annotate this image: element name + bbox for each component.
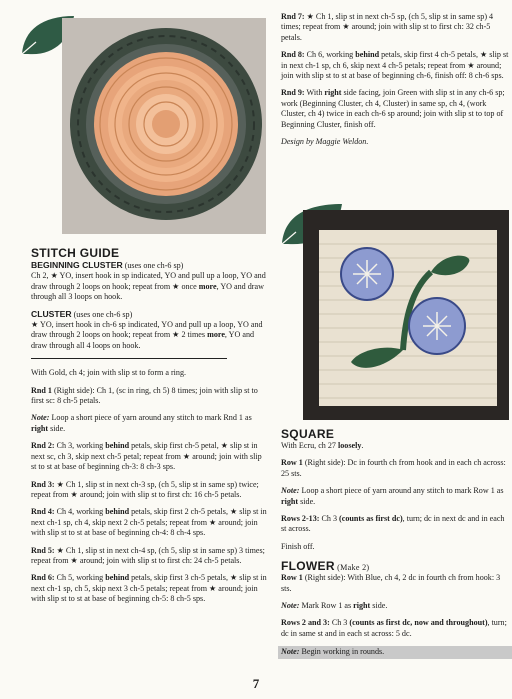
- rnd-3: Rnd 3: ★ Ch 1, slip st in next ch-3 sp, (ch 5, slip st in same sp) twice; repeat from ★ around; join with slip st to first ch: 16 ch-5 petals.: [31, 479, 259, 499]
- divider: [31, 358, 227, 359]
- cluster-definition: CLUSTER (uses one ch-6 sp) ★ YO, insert hook in ch-6 sp indicated, YO and pull up a loop, YO and draw through 2 loops on hook; repeat from ★ 2 times more, YO and draw through all 4 loops on hook.: [31, 308, 263, 350]
- flower-title: FLOWER (Make 2): [281, 559, 370, 574]
- square-finish: Finish off.: [281, 541, 315, 551]
- design-credit: Design by Maggie Weldon.: [281, 137, 369, 147]
- photo-pattern-9: [62, 18, 266, 234]
- right-column-top: [281, 12, 509, 146]
- intro-text: With Gold, ch 4; join with slip st to form a ring.: [31, 368, 187, 378]
- rnd-9: Rnd 9: With right side facing, join Green with slip st in any ch-6 sp; work (Beginning Cluster, ch 4, Cluster) in same sp, ch 4, (work Cluster, ch 4) twice in each ch-6 sp around; join with slip st to top of Beginning Cluster, finish off.: [281, 88, 505, 129]
- rnd-1: Rnd 1 (Right side): Ch 1, (sc in ring, ch 5) 8 times; join with slip st to first sc: 8 ch-5 petals.: [31, 385, 258, 406]
- crochet-medallion-image: [62, 18, 266, 234]
- flower-note: Note: Mark Row 1 as right side.: [281, 601, 388, 611]
- flower-rows-2-3: Rows 2 and 3: Ch 3 (counts as first dc, now and throughout), turn; dc in same st and in each st across: 5 dc.: [281, 618, 507, 638]
- rnd-8: Rnd 8: Ch 6, working behind petals, skip first 4 ch-5 petals, ★ slip st in next ch-1 sp, ch 6, skip next 4 ch-5 petals; repeat from ★ around; join with slip st to st at base of beginning ch-6, finish off: 8 ch-6 sps.: [281, 50, 509, 81]
- crochet-square-image: [303, 210, 509, 420]
- square-note: Note: Loop a short piece of yarn around any stitch to mark Row 1 as right side.: [281, 486, 504, 506]
- photo-pattern-10: [303, 210, 509, 420]
- right-column-bottom: [281, 427, 509, 666]
- left-column: [31, 246, 269, 612]
- square-rows-2-13: Rows 2-13: Ch 3 (counts as first dc), turn; dc in next dc and in each st across.: [281, 514, 505, 534]
- stitch-guide-title: STITCH GUIDE: [31, 246, 120, 260]
- flower-note-rounds: Note: Begin working in rounds.: [278, 646, 512, 658]
- rnd-5: Rnd 5: ★ Ch 1, slip st in next ch-4 sp, (ch 5, slip st in same sp) 3 times; repeat from ★ around; join with slip st to first ch: 24 ch-5 petals.: [31, 545, 265, 565]
- page-number: 7: [252, 676, 260, 691]
- rnd-4: Rnd 4: Ch 4, working behind petals, skip first 2 ch-5 petals, ★ slip st in next ch-1 sp, ch 4, skip next 2 ch-5 petals; repeat from ★ around; join with slip st to st at base of beginning ch-4: 8 ch-4 sps.: [31, 507, 267, 538]
- rnd-2: Rnd 2: Ch 3, working behind petals, skip first ch-5 petal, ★ slip st in next sc, ch 3, skip next ch-5 petal; repeat from ★ around; join with slip st to st at base of beginning ch-3: 8 ch-3 sps.: [31, 441, 262, 472]
- rnd-6: Rnd 6: Ch 5, working behind petals, skip first 3 ch-5 petals, ★ slip st in next ch-1 sp, ch 5, skip next 3 ch-5 petals; repeat from ★ around; join with slip st to st at base of beginning ch-5: 8 ch-5 sps.: [31, 573, 267, 604]
- beginning-cluster-definition: BEGINNING CLUSTER (uses one ch-6 sp) Ch 2, ★ YO, insert hook in sp indicated, YO and pull up a loop, YO and draw through 2 loops on hook; repeat from ★ once more, YO and draw through all 3 loops on hook.: [31, 260, 266, 302]
- note-rnd-1: Note: Loop a short piece of yarn around any stitch to mark Rnd 1 as right side.: [31, 413, 252, 433]
- square-title: SQUARE: [281, 427, 335, 441]
- beginning-cluster-name: BEGINNING CLUSTER: [31, 260, 123, 270]
- square-row-1: Row 1 (Right side): Dc in fourth ch from hook and in each ch across: 25 sts.: [281, 458, 506, 478]
- flower-row-1: Row 1 (Right side): With Blue, ch 4, 2 dc in fourth ch from hook: 3 sts.: [281, 573, 501, 593]
- square-intro: With Ecru, ch 27 loosely.: [281, 441, 364, 450]
- rnd-7: Rnd 7: ★ Ch 1, slip st in next ch-5 sp, (ch 5, slip st in same sp) 4 times; repeat from ★ around; join with slip st to first ch: 32 ch-5 petals.: [281, 12, 494, 42]
- cluster-name: CLUSTER: [31, 308, 72, 319]
